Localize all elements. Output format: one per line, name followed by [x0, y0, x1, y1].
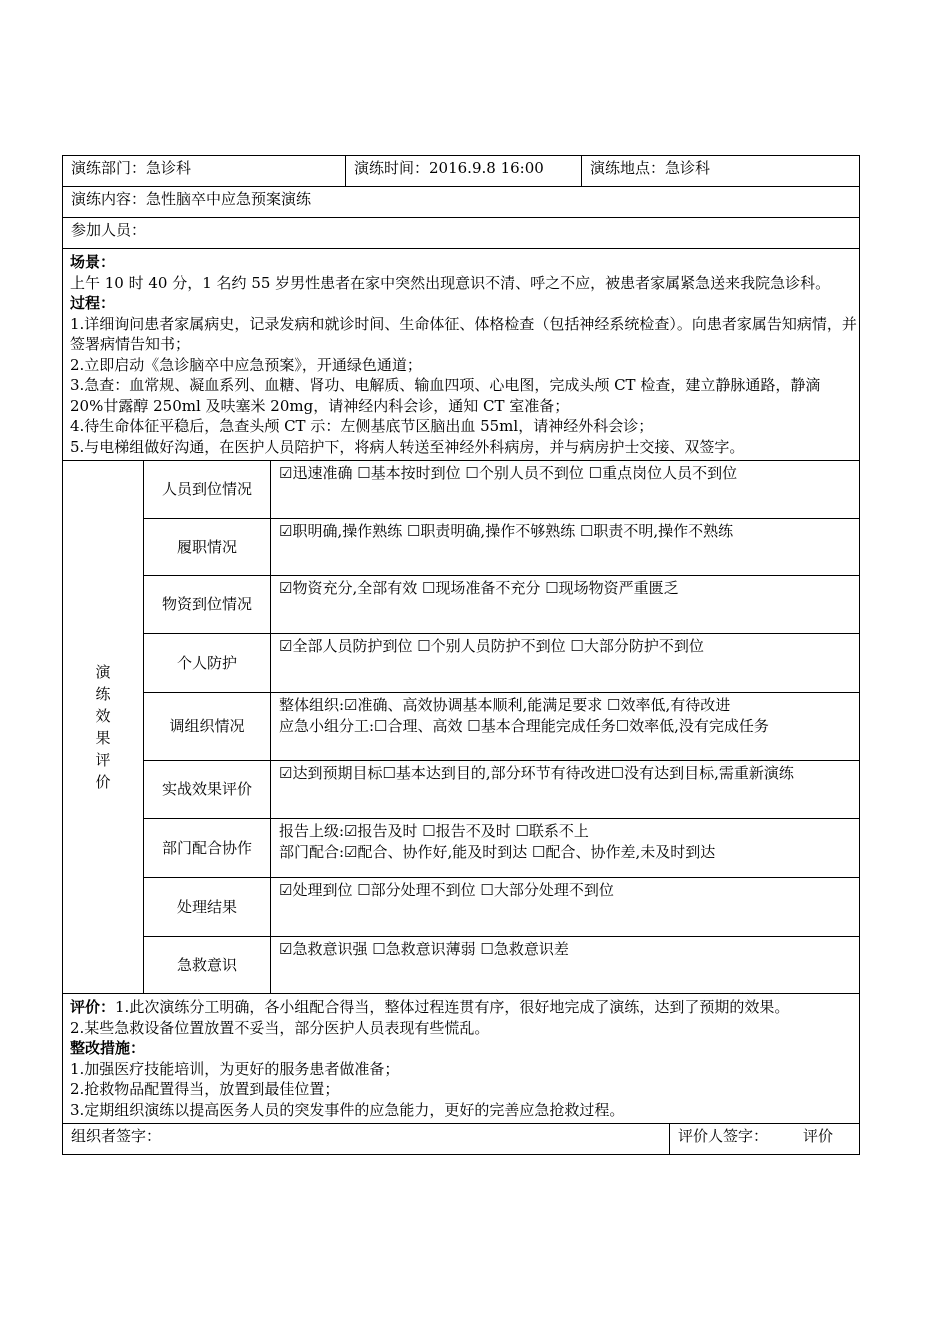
drill-table — [62, 155, 860, 1155]
eval-category: 部门配合协作 — [144, 819, 271, 878]
review-cell — [63, 994, 860, 1124]
measures-title: 整改措施： — [70, 1039, 146, 1057]
eval-label: 评价 — [582, 1124, 860, 1155]
evaluation-side-label — [63, 461, 144, 994]
eval-options — [271, 576, 860, 634]
content-cell: 演练内容：急性脑卒中应急预案演练 — [63, 187, 860, 218]
review-text: 2.某些急救设备位置放置不妥当，部分医护人员表现有些慌乱。 — [70, 1018, 490, 1037]
time-cell: 演练时间：2016.9.8 16:00 — [346, 156, 582, 187]
side-char: 果 — [95, 729, 111, 747]
process-step: 1.详细询问患者家属病史，记录发病和就诊时间、生命体征、体格检查（包括神经系统检查）。向患者家属告知病情，并签署病情告知书； — [70, 314, 857, 353]
review-first — [70, 997, 857, 1018]
option-line: ☑达到预期目标☐基本达到目的,部分环节有待改进☐没有达到目标,需重新演练 — [279, 764, 794, 782]
option-line: ☑全部人员防护到位 ☐个别人员防护不到位 ☐大部分防护不到位 — [279, 637, 704, 655]
option-line: ☑物资充分,全部有效 ☐现场准备不充分 ☐现场物资严重匮乏 — [279, 579, 679, 597]
scene-process-cell — [63, 249, 860, 461]
option-line: ☑急救意识强 ☐急救意识薄弱 ☐急救意识差 — [279, 940, 569, 958]
option-line: ☑职明确,操作熟练 ☐职责明确,操作不够熟练 ☐职责不明,操作不熟练 — [279, 522, 734, 540]
eval-options — [271, 634, 860, 693]
eval-category: 实战效果评价 — [144, 761, 271, 819]
option-line: ☑迅速准确 ☐基本按时到位 ☐个别人员不到位 ☐重点岗位人员不到位 — [279, 464, 738, 482]
eval-options — [271, 937, 860, 994]
eval-options — [271, 693, 860, 761]
side-char: 练 — [95, 685, 111, 703]
review-text: 1.此次演练分工明确，各小组配合得当，整体过程连贯有序，很好地完成了演练，达到了预期的效果。 — [115, 998, 790, 1016]
scene-text: 上午 10 时 40 分，1 名约 55 岁男性患者在家中突然出现意识不清、呼之不应，被患者家属紧急送来我院急诊科。 — [70, 273, 831, 292]
eval-category: 履职情况 — [144, 519, 271, 576]
side-char: 演 — [95, 663, 111, 681]
option-line: 部门配合:☑配合、协作好,能及时到达 ☐配合、协作差,未及时到达 — [279, 843, 716, 861]
eval-options — [271, 519, 860, 576]
review-title: 评价： — [70, 998, 116, 1016]
participants-cell: 参加人员： — [63, 218, 860, 249]
drill-record-form — [62, 155, 859, 1155]
process-step: 4.待生命体征平稳后，急查头颅 CT 示：左侧基底节区脑出血 55ml，请神经外科会诊； — [70, 417, 654, 435]
side-char: 价 — [95, 773, 111, 791]
scene-title: 场景： — [70, 253, 116, 271]
option-line: ☑处理到位 ☐部分处理不到位 ☐大部分处理不到位 — [279, 881, 614, 899]
dept-cell: 演练部门：急诊科 — [63, 156, 346, 187]
option-line: 整体组织:☑准确、高效协调基本顺利,能满足要求 ☐效率低,有待改进 — [279, 696, 731, 714]
measure-item: 2.抢救物品配置得当，放置到最佳位置； — [70, 1080, 340, 1098]
process-step: 2.立即启动《急诊脑卒中应急预案》，开通绿色通道； — [70, 355, 422, 374]
eval-category: 处理结果 — [144, 878, 271, 937]
eval-category: 物资到位情况 — [144, 576, 271, 634]
eval-options — [271, 878, 860, 937]
process-step: 5.与电梯组做好沟通，在医护人员陪护下，将病人转送至神经外科病房，并与病房护士交接、双签字。 — [70, 437, 745, 456]
process-step: 3.急查：血常规、凝血系列、血糖、肾功、电解质、输血四项、心电图，完成头颅 CT 检查，建立静脉通路，静滴 20%甘露醇 250ml 及呋塞米 20mg，请神经内科会诊，通知 CT 室准备； — [70, 376, 821, 415]
side-char: 评 — [95, 751, 111, 769]
option-line: 报告上级:☑报告及时 ☐报告不及时 ☐联系不上 — [279, 822, 589, 840]
option-line: 应急小组分工:☐合理、高效 ☐基本合理能完成任务☐效率低,没有完成任务 — [279, 717, 769, 735]
eval-options — [271, 461, 860, 519]
eval-category: 个人防护 — [144, 634, 271, 693]
organizer-signature: 组织者签字： — [63, 1124, 582, 1155]
eval-options — [271, 819, 860, 878]
process-title: 过程： — [70, 294, 116, 312]
measure-item: 1.加强医疗技能培训，为更好的服务患者做准备； — [70, 1059, 400, 1078]
eval-category: 急救意识 — [144, 937, 271, 994]
eval-options — [271, 761, 860, 819]
place-cell: 演练地点：急诊科 — [582, 156, 860, 187]
eval-category: 人员到位情况 — [144, 461, 271, 519]
measure-item: 3.定期组织演练以提高医务人员的突发事件的应急能力，更好的完善应急抢救过程。 — [70, 1100, 625, 1119]
side-char: 效 — [95, 707, 111, 725]
evaluator-signature: 评价人签字： — [669, 1124, 859, 1155]
eval-category: 调组织情况 — [144, 693, 271, 761]
